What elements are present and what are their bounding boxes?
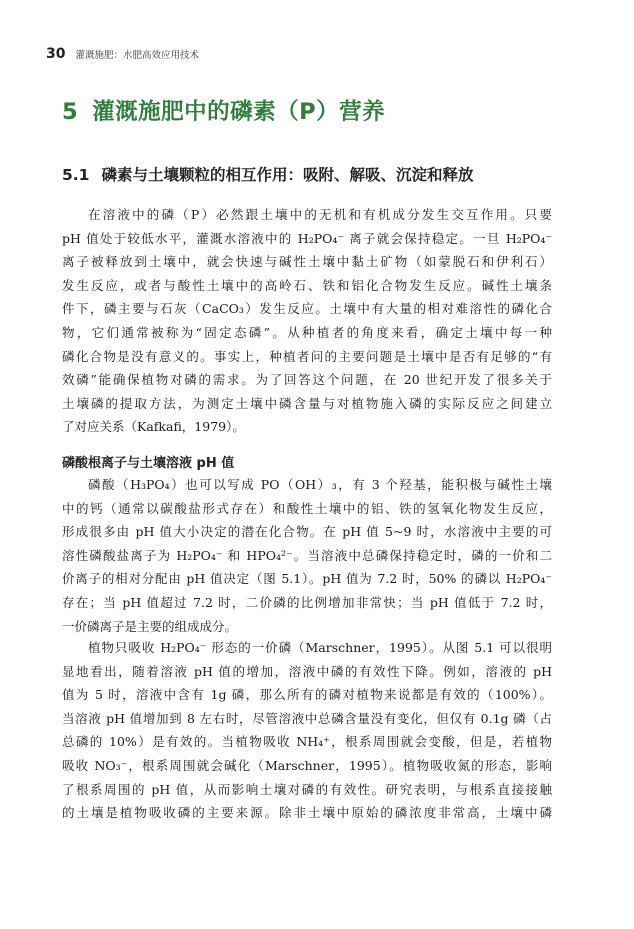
paragraph-line: 显地看出，随着溶液 pH 值的增加，溶液中磷的有效性下降。例如，溶液的 pH [62,663,552,679]
paragraph-line: pH 值处于较低水平，灌溉水溶液中的 H₂PO₄⁻ 离子就会保持稳定。一旦 H₂PO₄⁻ [62,230,552,246]
page-number: 30 [46,46,66,62]
paragraph-line: 离子被释放到土壤中，就会快速与碱性土壤中黏土矿物（如蒙脱石和伊利石） [62,254,552,270]
paragraph-2 [62,473,552,638]
paragraph-line: 效磷”能确保植物对磷的需求。为了回答这个问题，在 20 世纪开发了很多关于 [62,372,552,388]
paragraph-line: 吸收 NO₃⁻，根系周围就会碱化（Marschner，1995）。植物吸收氮的形态，影响 [62,757,552,773]
section-title [62,163,473,185]
paragraph-line: 发生反应，或者与酸性土壤中的高岭石、铁和铝化合物发生反应。碱性土壤条 [62,277,552,293]
paragraph-line: 件下，磷主要与石灰（CaCO₃）发生反应。土壤中有大量的相对难溶性的磷化合 [62,301,552,317]
paragraph-line: 磷酸（H₃PO₄）也可以写成 PO（OH）₃，有 3 个羟基，能积极与碱性土壤 [88,477,552,492]
paragraph-line: 总磷的 10%）是有效的。当植物吸收 NH₄⁺，根系周围就会变酸，但是，若植物 [62,734,552,750]
subsection-title: 磷酸根离子与土壤溶液 pH 值 [62,456,235,471]
paragraph-3 [62,636,552,825]
paragraph-line: 存在；当 pH 值超过 7.2 时，二价磷的比例增加非常快；当 pH 值低于 7.2 时， [62,594,552,610]
paragraph-line: 价离子的相对分配由 pH 值决定（图 5.1）。pH 值为 7.2 时，50% 的磷以 H₂PO₄⁻ [62,571,552,587]
running-title: 灌溉施肥：水肥高效应用技术 [75,50,199,61]
paragraph-line: 溶性磷酸盐离子为 H₂PO₄⁻ 和 HPO₄²⁻。当溶液中总磷保持稳定时，磷的一价和二 [62,547,552,563]
paragraph-line: 磷化合物是没有意义的。事实上，种植者问的主要问题是土壤中是否有足够的“有 [62,348,552,364]
paragraph-line: 形成很多由 pH 值大小决定的潜在化合物。在 pH 值 5~9 时，水溶液中主要的可 [62,524,552,540]
paragraph-line: 的土壤是植物吸收磷的主要来源。除非土壤中原始的磷浓度非常高，土壤中磷 [62,805,552,821]
section-title-text: 磷素与土壤颗粒的相互作用：吸附、解吸、沉淀和释放 [101,166,474,184]
paragraph-line: 土壤磷的提取方法，为测定土壤中磷含量与对植物施入磷的实际反应之间建立 [62,395,552,411]
paragraph-line: 了对应关系（Kafkafi，1979）。 [62,419,245,435]
chapter-title [62,94,385,126]
paragraph-line: 当溶液 pH 值增加到 8 左右时，尽管溶液中总磷含量没有变化，但仅有 0.1g 磷（占 [62,710,552,726]
paragraph-line: 植物只吸收 H₂PO₄⁻ 形态的一价磷（Marschner，1995）。从图 5.1 可以很明 [88,640,552,655]
paragraph-line: 值为 5 时，溶液中含有 1g 磷，那么所有的磷对植物来说都是有效的（100%）。 [62,687,552,703]
section-number: 5.1 [62,166,90,184]
paragraph-line: 在溶液中的磷（P）必然跟土壤中的无机和有机成分发生交互作用。只要 [88,207,552,222]
running-header [46,46,199,62]
paragraph-1 [62,203,552,439]
chapter-title-text: 灌溉施肥中的磷素（P）营养 [92,99,386,125]
paragraph-line: 物，它们通常被称为“固定态磷”。从种植者的角度来看，确定土壤中每一种 [62,324,552,340]
paragraph-line: 了根系周围的 pH 值，从而影响土壤对磷的有效性。研究表明，与根系直接接触 [62,781,552,797]
paragraph-line: 中的钙（通常以碳酸盐形式存在）和酸性土壤中的铝、铁的氢氧化物发生反应， [62,500,552,516]
chapter-number: 5 [62,99,79,125]
paragraph-line: 一价磷离子是主要的组成成分。 [62,618,238,634]
